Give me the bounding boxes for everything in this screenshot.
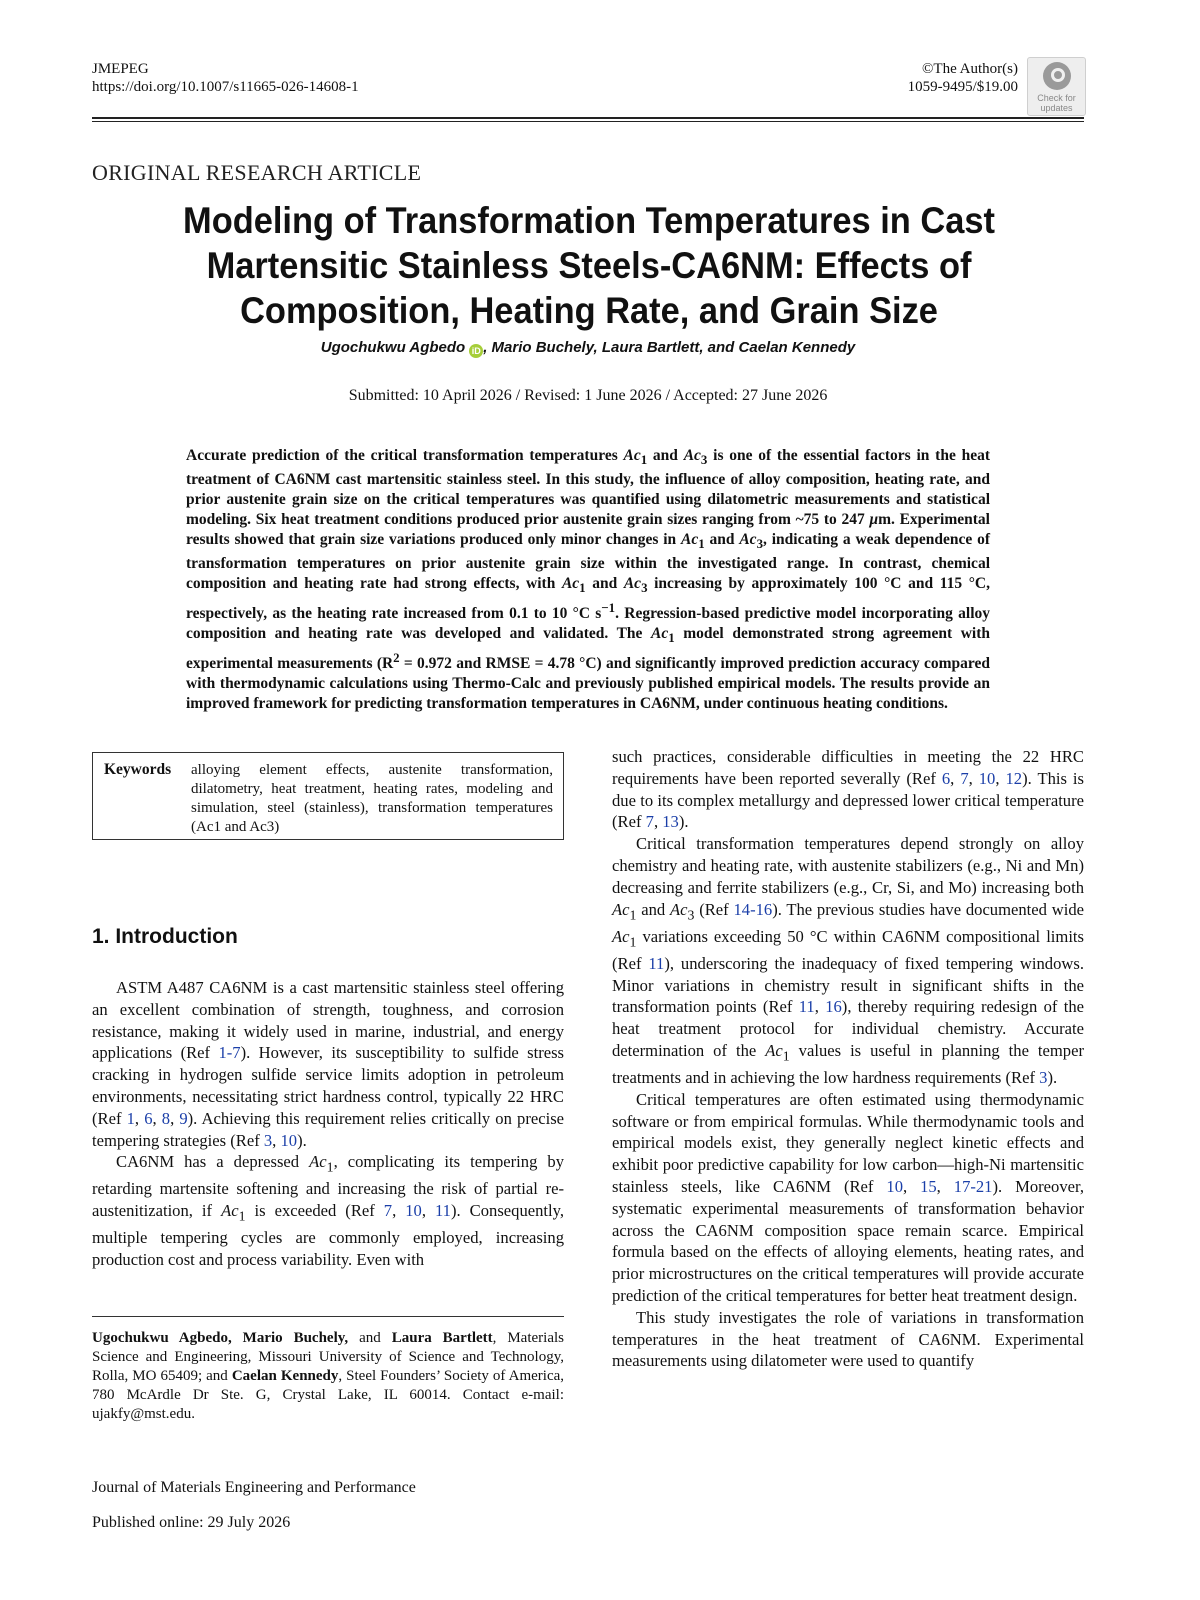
citation-link[interactable]: 13 [662,812,679,832]
citation-link[interactable]: 10 [886,1177,903,1197]
keywords-box [92,752,564,840]
author-names-2: Laura Bartlett [391,1330,493,1346]
citation-link[interactable]: 3 [1039,1068,1048,1088]
body-column-right [612,746,1084,1372]
header-rule-bottom [92,121,1084,122]
published-date: Published online: 29 July 2026 [92,1514,291,1531]
copyright: ©The Author(s) [922,61,1018,77]
header-right [908,60,1018,96]
other-authors: , Mario Buchely, Laura Bartlett, and Caelan Kennedy [483,339,856,356]
citation-link[interactable]: 9 [179,1108,188,1128]
citation-link[interactable]: 3 [263,1130,273,1150]
paragraph: Critical temperatures are often estimated using thermodynamic software or from empirical formulas. While thermodynamic tools and empirical models exist, they generally neglect kinetic effects and exhibit poor predictive capability for low carbon—high-Ni martensitic stainless steels, like CA6NM (Ref 10, 15, 17-21). Moreover, systematic experimental measurements of transformation behavior across the CA6NM composition space remain scarce. Empirical formula based on the effects of alloying elements, heating rates, and prior microstructures on the critical temperatures will provide accurate prediction of the critical temperatures for better heat treatment design. [612,1089,1085,1306]
citation-link[interactable]: 15 [920,1177,937,1197]
citation-link[interactable]: 7 [383,1201,393,1221]
badge-line-1: Check for [1037,93,1076,103]
paragraph: ASTM A487 CA6NM is a cast martensitic stainless steel offering an excellent combination of strength, toughness, and corrosion resistance, making it widely used in marine, industrial, and energy applications (Ref 1-7). However, its susceptibility to sulfide stress cracking in hydrogen sulfide service limits adoption in petroleum environments, necessitating strict hardness control, typically 22 HRC (Ref 1, 6, 8, 9). Achieving this requirement relies critically on precise tempering strategies (Ref 3, 10). [92,978,565,1150]
abstract: Accurate prediction of the critical transformation temperatures $Ac_1$ and $Ac_3$ is one of the essential factors in the heat treatment of CA6NM cast martensitic stainless steel. In this study, the influence of alloy composition, heating rate, and prior austenite grain size on the critical temperatures was quantified using dilatometric measurements and statistical modeling. Six heat treatment conditions produced prior austenite grain sizes ranging from ~75 to 247 μm. Experimental results showed that grain size variations produced only minor changes in $Ac_1$ and $Ac_3$, indicating a weak dependence of transformation temperatures on prior austenite grain size within the investigated range. In contrast, chemical composition and heating rate had strong effects, with $Ac_1$ and $Ac_3$ increasing by approximately 100 °C and 115 °C, respectively, as the heating rate increased from 0.1 to 10 °C $s^{-1}$. Regression-based predictive model incorporating alloy composition and heating rate was developed and validated. The $Ac_1$ model demonstrated strong agreement with experimental measurements ($R^2 = 0.972$ and RMSE = 4.78 °C) and significantly improved prediction accuracy compared with thermodynamic calculations using Thermo-Calc and previously published empirical models. The results provide an improved framework for predicting transformation temperatures in CA6NM, under continuous heating conditions. [186,447,991,712]
citation-link[interactable]: 17-21 [953,1177,993,1197]
affiliation-1: , Materials Science and Engineering, Missouri University of Science and Technology, Rolla, MO 65409; and [92,1330,564,1384]
doi-link[interactable]: https://doi.org/10.1007/s11665-026-14608-1 [92,79,359,95]
citation-link[interactable]: 6 [941,768,951,788]
author-list [92,339,1084,358]
author-names-3: Caelan Kennedy [231,1368,339,1384]
keywords-label: Keywords [104,761,172,778]
paragraph: such practices, considerable difficulties in meeting the 22 HRC requirements have been reported severally (Ref 6, 7, 10, 12). This is due to its complex metallurgy and depressed lower critical temperature (Ref 7, 13). [612,747,1085,832]
citation-link[interactable]: 1-7 [218,1043,241,1063]
section-heading: 1. Introduction [92,925,238,948]
orcid-icon[interactable]: iD [469,344,483,358]
citation-link[interactable]: 10 [978,768,996,788]
author-affiliations: Ugochukwu Agbedo, Mario Buchely, and Laura Bartlett, Materials Science and Engineering, Missouri University of Science and Technology, Rolla, MO 65409; and Caelan Kennedy, Steel Founders’ Society of America, 780 McArdle Dr Ste. G, Crystal Lake, IL 60014. Contact e-mail: ujakfy@mst.edu. [92,1330,565,1422]
citation-link[interactable]: 14-16 [733,899,773,919]
footnote-rule [92,1316,564,1317]
check-for-updates-icon [1043,62,1071,90]
citation-link[interactable]: 11 [435,1201,451,1221]
article-title: Modeling of Transformation Temperatures in Cast Martensitic Stainless Steels-CA6NM: Effects of Composition, Heating Rate, and Grain Size [183,200,995,331]
citation-link[interactable]: 1 [126,1108,135,1128]
citation-link[interactable]: 6 [144,1108,153,1128]
article-type: ORIGINAL RESEARCH ARTICLE [92,160,422,185]
citation-link[interactable]: 16 [825,997,842,1017]
body-column-left [92,977,564,1271]
submission-dates: Submitted: 10 April 2026 / Revised: 1 June 2026 / Accepted: 27 June 2026 [348,387,828,404]
paragraph: CA6NM has a depressed $Ac_1$, complicating its tempering by retarding martensite softening and increasing the risk of partial re-austenitization, if $Ac_1$ is exceeded (Ref 7, 10, 11). Consequently, multiple tempering cycles are commonly employed, increasing production cost and process variability. Even with [92,1152,565,1270]
paragraph: This study investigates the role of variations in transformation temperatures in the heat treatment of CA6NM. Experimental measurements using dilatometer were used to quantify [612,1307,1084,1371]
citation-link[interactable]: 11 [798,997,815,1017]
author-names-1: Ugochukwu Agbedo, Mario Buchely, [92,1330,349,1346]
citation-link[interactable]: 12 [1005,768,1023,788]
keywords-text: alloying element effects, austenite transformation, dilatometry, heat treatment, heating rates, modeling and simulation, steel (stainless), transformation temperatures (Ac1 and Ac3) [191,762,553,835]
journal-name: Journal of Materials Engineering and Performance [92,1479,416,1496]
citation-link[interactable]: 10 [405,1201,422,1221]
citation-link[interactable]: 11 [648,953,665,973]
header-rule-top [92,117,1084,119]
check-for-updates-badge[interactable] [1027,57,1086,116]
affiliation-2: , Steel Founders’ Society of America, 780 McArdle Dr Ste. G, Crystal Lake, IL 60014. Contact e-mail: ujakfy@mst.edu. [92,1368,565,1422]
journal-code: JMEPEG [92,61,149,77]
citation-link[interactable]: 8 [161,1108,171,1128]
citation-link[interactable]: 7 [960,768,969,788]
citation-link[interactable]: 10 [280,1130,298,1150]
badge-line-2: updates [1040,103,1073,113]
citation-link[interactable]: 7 [645,812,654,832]
header-left [92,60,359,96]
paragraph: Critical transformation temperatures depend strongly on alloy chemistry and heating rate, with austenite stabilizers (e.g., Ni and Mn) decreasing and ferrite stabilizers (e.g., Cr, Si, and Mo) increasing both $Ac_1$ and $Ac_3$ (Ref 14-16). The previous studies have documented wide $Ac_1$ variations exceeding 50 °C within CA6NM compositional limits (Ref 11), underscoring the inadequacy of fixed tempering windows. Minor variations in chemistry result in significant shifts in the transformation points (Ref 11, 16), thereby requiring redesign of the heat treatment protocol for individual chemistry. Accurate determination of the $Ac_1$ values is useful in planning the temper treatments and in achieving the low hardness requirements (Ref 3). [612,834,1084,1088]
first-author[interactable]: Ugochukwu Agbedo [320,339,466,356]
issn-price: 1059-9495/$19.00 [907,79,1018,95]
